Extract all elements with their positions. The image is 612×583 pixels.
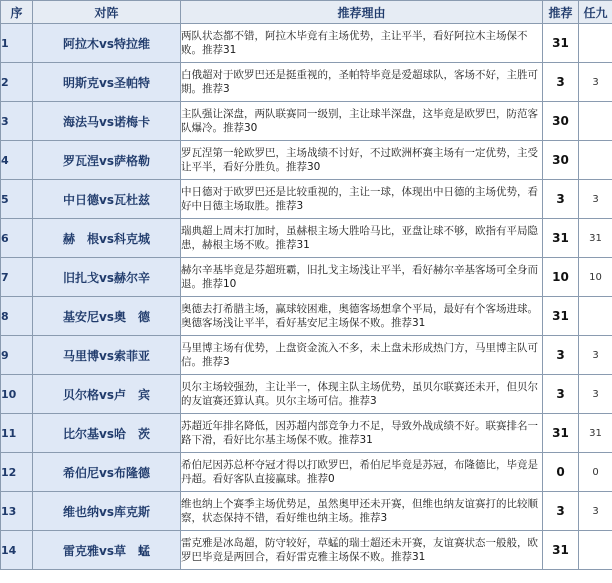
row-index: 10 <box>1 375 33 414</box>
row-match: 海法马vs诺梅卡 <box>33 102 181 141</box>
row-recommendation: 30 <box>543 102 579 141</box>
row-renjiu: 3 <box>579 375 612 414</box>
row-recommendation: 31 <box>543 219 579 258</box>
row-reason: 雷克雅是冰岛超，防守较好，草蜢的瑞士超还未开赛，友谊赛状态一般般，欧罗巴毕竟是两回合，看好雷克雅主场保不败。推荐31 <box>181 531 543 570</box>
header-reason: 推荐理由 <box>181 1 543 24</box>
row-reason: 两队状态都不错，阿拉木毕竟有主场优势，主让平半，看好阿拉木主场保不败。推荐31 <box>181 24 543 63</box>
row-renjiu: 3 <box>579 63 612 102</box>
row-index: 14 <box>1 531 33 570</box>
header-renjiu: 任九 <box>579 1 612 24</box>
row-recommendation: 31 <box>543 297 579 336</box>
header-index: 序 <box>1 1 33 24</box>
row-renjiu: 31 <box>579 414 612 453</box>
table-row <box>1 453 612 492</box>
row-recommendation: 10 <box>543 258 579 297</box>
table-row <box>1 414 612 453</box>
row-reason: 贝尔主场较强劲，主让半一，体现主队主场优势，虽贝尔联赛还未开，但贝尔的友谊赛还算认真。贝尔主场可信。推荐3 <box>181 375 543 414</box>
row-match: 中日德vs瓦杜兹 <box>33 180 181 219</box>
row-recommendation: 3 <box>543 492 579 531</box>
row-match: 基安尼vs奥 德 <box>33 297 181 336</box>
row-recommendation: 3 <box>543 63 579 102</box>
table-row <box>1 375 612 414</box>
row-match: 贝尔格vs卢 宾 <box>33 375 181 414</box>
row-renjiu: 3 <box>579 492 612 531</box>
row-renjiu: 31 <box>579 219 612 258</box>
row-index: 11 <box>1 414 33 453</box>
table-row <box>1 297 612 336</box>
row-index: 5 <box>1 180 33 219</box>
row-recommendation: 3 <box>543 180 579 219</box>
row-index: 3 <box>1 102 33 141</box>
row-reason: 希伯尼因苏总杯夺冠才得以打欧罗巴，希伯尼毕竟是苏冠，布隆德比，毕竟是丹超。看好客队直接赢球。推荐0 <box>181 453 543 492</box>
header-recommendation: 推荐 <box>543 1 579 24</box>
table-row <box>1 492 612 531</box>
row-reason: 主队强让深盘，两队联赛同一级别，主让球半深盘，这毕竟是欧罗巴，防范客队爆冷。推荐30 <box>181 102 543 141</box>
row-renjiu <box>579 141 612 180</box>
row-reason: 白俄超对于欧罗巴还是挺重视的，圣帕特毕竟是爱超球队，客场不好，主胜可期。推荐3 <box>181 63 543 102</box>
row-recommendation: 30 <box>543 141 579 180</box>
row-recommendation: 31 <box>543 414 579 453</box>
table-row <box>1 258 612 297</box>
header-row <box>1 1 612 24</box>
row-index: 1 <box>1 24 33 63</box>
row-match: 旧扎戈vs赫尔辛 <box>33 258 181 297</box>
row-index: 12 <box>1 453 33 492</box>
row-match: 比尔基vs哈 茨 <box>33 414 181 453</box>
row-index: 13 <box>1 492 33 531</box>
row-reason: 维也纳上个赛季主场优势足，虽然奥甲还未开赛，但维也纳友谊赛打的比较顺察，状态保持不错，看好维也纳主场。推荐3 <box>181 492 543 531</box>
row-match: 赫 根vs科克城 <box>33 219 181 258</box>
row-index: 8 <box>1 297 33 336</box>
row-renjiu: 0 <box>579 453 612 492</box>
row-reason: 苏超近年排名降低，因苏超内部竞争力不足，导致外战成绩不好。联赛排名一路下滑，看好比尔基主场保不败。推荐31 <box>181 414 543 453</box>
row-match: 马里博vs索菲亚 <box>33 336 181 375</box>
row-renjiu <box>579 102 612 141</box>
table-row <box>1 63 612 102</box>
row-renjiu <box>579 24 612 63</box>
row-renjiu <box>579 531 612 570</box>
row-renjiu: 10 <box>579 258 612 297</box>
row-index: 6 <box>1 219 33 258</box>
row-index: 4 <box>1 141 33 180</box>
row-index: 7 <box>1 258 33 297</box>
row-reason: 马里博主场有优势，上盘资金流入不多，未上盘未形成热门方，马里博主队可信。推荐3 <box>181 336 543 375</box>
row-match: 明斯克vs圣帕特 <box>33 63 181 102</box>
row-reason: 罗瓦涅第一轮欧罗巴，主场战绩不讨好，不过欧洲杯赛主场有一定优势，主受让平半，看好分胜负。推荐30 <box>181 141 543 180</box>
table-row <box>1 24 612 63</box>
row-index: 9 <box>1 336 33 375</box>
table-row <box>1 102 612 141</box>
row-recommendation: 3 <box>543 336 579 375</box>
row-match: 希伯尼vs布隆德 <box>33 453 181 492</box>
row-reason: 奥德去打希腊主场，赢球较困难，奥德客场想拿个平局，最好有个客场进球。奥德客场浅让平半，看好基安尼主场保不败。推荐31 <box>181 297 543 336</box>
row-renjiu <box>579 297 612 336</box>
row-recommendation: 0 <box>543 453 579 492</box>
row-reason: 赫尔辛基毕竟是芬超班霸，旧扎戈主场浅让平半，看好赫尔辛基客场可全身而退。推荐10 <box>181 258 543 297</box>
row-match: 维也纳vs库克斯 <box>33 492 181 531</box>
row-recommendation: 31 <box>543 531 579 570</box>
row-recommendation: 3 <box>543 375 579 414</box>
row-match: 雷克雅vs草 蜢 <box>33 531 181 570</box>
table-row <box>1 141 612 180</box>
table-row <box>1 336 612 375</box>
row-reason: 中日德对于欧罗巴还是比较重视的，主让一球，体现出中日德的主场优势，看好中日德主场取胜。推荐3 <box>181 180 543 219</box>
header-match: 对阵 <box>33 1 181 24</box>
table-row <box>1 531 612 570</box>
row-recommendation: 31 <box>543 24 579 63</box>
row-index: 2 <box>1 63 33 102</box>
table-row <box>1 219 612 258</box>
row-match: 阿拉木vs特拉维 <box>33 24 181 63</box>
row-renjiu: 3 <box>579 336 612 375</box>
row-reason: 瑞典超上周末打加时，虽赫根主场大胜哈马比，亚盘让球不够，欧指有平局隐患，赫根主场不败。推荐31 <box>181 219 543 258</box>
row-renjiu: 3 <box>579 180 612 219</box>
table-row <box>1 180 612 219</box>
row-match: 罗瓦涅vs萨格勒 <box>33 141 181 180</box>
